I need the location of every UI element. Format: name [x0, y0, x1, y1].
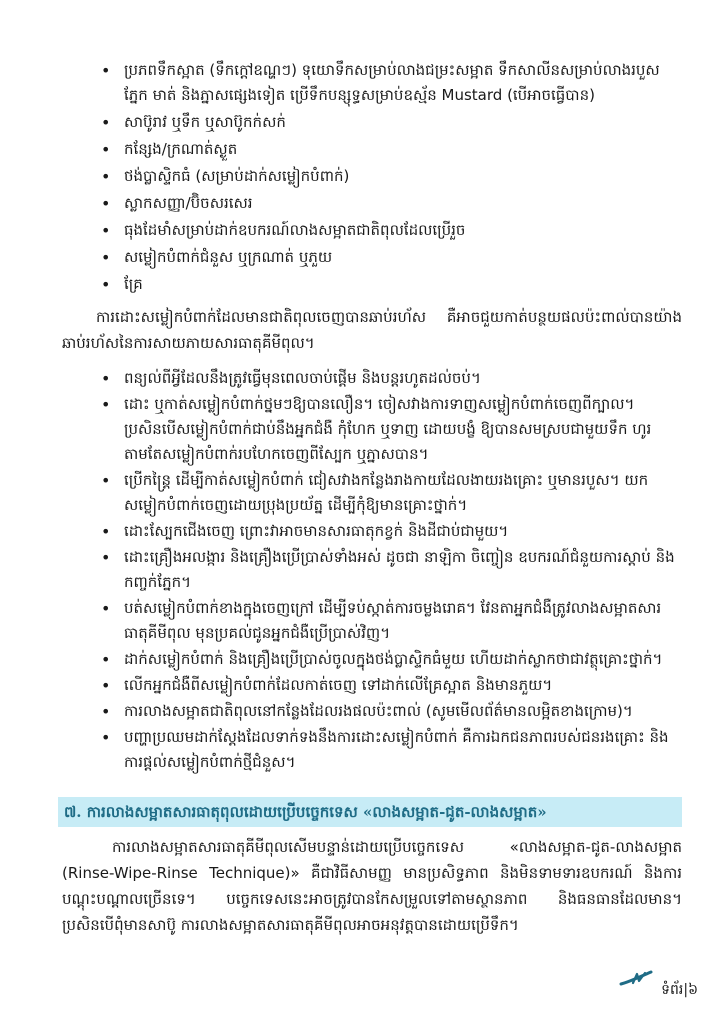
list-item: • កន្សែង/ក្រណាត់ស្ងួត	[92, 137, 682, 162]
technique-paragraph: ការលាងសម្អាតសារធាតុគីមីពុលសើមបន្ទាន់ដោយប្រើបច្ចេកទេស «លាងសម្អាត-ជូត-លាងសម្អាត (Rinse-Wipe-Rinse Technique)» គឺជាវិធីសាមញ្ញ មានប្រសិទ្ធភាព និងមិនទាមទារឧបករណ៍ និងការបណ្តុះបណ្តាលច្រើនទេ។ បច្ចេកទេសនេះអាចត្រូវបានកែសម្រួលទៅតាមស្ថានភាព និងធនធានដែលមាន។ ប្រសិនបើពុំមានសាប៊ូ ការលាងសម្អាតសារធាតុគីមីពុលអាចអនុវត្តបានដោយប្រើទឹក។	[62, 838, 682, 934]
list-item: • ការលាងសម្អាតជាតិពុលនៅកន្លែងដែលរងផលប៉ះពាល់ (សូមមើលព័ត៌មានលម្អិតខាងក្រោម)។	[92, 699, 682, 724]
supplies-list	[92, 58, 682, 299]
section-heading: ៧. ការលាងសម្អាតសារធាតុពុលដោយប្រើបច្ចេកទេស «លាងសម្អាត-ជូត-លាងសម្អាត»	[58, 797, 682, 827]
page-footer	[619, 968, 698, 998]
list-item: • លើកអ្នកជំងឺពីសម្លៀកបំពាក់ដែលកាត់ចេញ ទៅដាក់លើគ្រែស្អាត និងមានភួយ។	[92, 673, 682, 698]
list-item: • សាប៊ូរាវ ឬទឹក ឬសាប៊ូកក់សក់	[92, 110, 682, 135]
list-item: • ពន្យល់ពីអ្វីដែលនឹងត្រូវធ្វើមុនពេលចាប់ផ្តើម និងបន្តរហូតដល់ចប់។	[92, 366, 682, 391]
list-item: • បញ្ហាប្រឈមដាក់ស្តែងដែលទាក់ទងនឹងការដោះសម្លៀកបំពាក់ គឺការឯកជនភាពរបស់ជនរងគ្រោះ និងការផ្តល់សម្លៀកបំពាក់ថ្មីជំនួស។	[92, 725, 682, 775]
list-item: • ដាក់សម្លៀកបំពាក់ និងគ្រឿងប្រើប្រាស់ចូលក្នុងថង់ប្លាស្ទិកធំមួយ ហើយដាក់ស្លាកថាជាវត្ថុគ្រោះថ្នាក់។	[92, 647, 682, 672]
list-item: • ថង់ប្លាស្ទិកធំ (សម្រាប់ដាក់សម្លៀកបំពាក់)	[92, 164, 682, 189]
list-item: • ដោះគ្រឿងអលង្ការ និងគ្រឿងប្រើប្រាស់ទាំងអស់ ដូចជា នាឡិកា ចិញ្ចៀន ឧបករណ៍ជំនួយការស្តាប់ និងកញ្ចក់ភ្នែក។	[92, 545, 682, 595]
intro-paragraph: ការដោះសម្លៀកបំពាក់ដែលមានជាតិពុលចេញបានឆាប់រហ័ស គឺអាចជួយកាត់បន្ថយផលប៉ះពាល់បានយ៉ាងឆាប់រហ័សនៃការសាយភាយសារធាតុគីមីពុល។	[62, 308, 682, 352]
page-number: ទំព័រ|៦	[661, 982, 698, 998]
list-item: • គ្រែ	[92, 272, 682, 297]
list-item: • ដោះស្បែកជើងចេញ ព្រោះវាអាចមានសារធាតុកខ្វក់ និងដីជាប់ជាមួយ។	[92, 519, 682, 544]
swoosh-logo-icon	[619, 968, 653, 994]
procedure-list	[92, 366, 682, 776]
list-item: • បត់សម្លៀកបំពាក់ខាងក្នុងចេញក្រៅ ដើម្បីទប់ស្កាត់ការចម្លងរោគ។ វែនតាអ្នកជំងឺត្រូវលាងសម្អាតសារធាតុគីមីពុល មុនប្រគល់ជូនអ្នកជំងឺប្រើប្រាស់វិញ។	[92, 596, 682, 646]
list-item: • ប្រភពទឹកស្អាត (ទឹកក្តៅឧណ្ហៗ) ទុយោទឹកសម្រាប់លាងជម្រះសម្អាត ទឹកសាលីនសម្រាប់លាងរបួស ភ្នែក មាត់ និងភ្នាសផ្សេងទៀត ប្រើទឹកបន្សុទ្ធសម្រាប់ឧស្ម័ន Mustard (បើអាចធ្វើបាន)	[92, 58, 682, 108]
list-item: • ស្លាកសញ្ញា/ប៊ិចសរសេរ	[92, 191, 682, 216]
list-item: • ដោះ ឬកាត់សម្លៀកបំពាក់ថ្នមៗឱ្យបានលឿន។ ចៀសវាងការទាញសម្លៀកបំពាក់ចេញពីក្បាល។ ប្រសិនបើសម្លៀកបំពាក់ជាប់នឹងអ្នកជំងឺ កុំហែក ឬទាញ ដោយបង្ខំ ឱ្យបានសមស្របជាមួយទឹក ហូរតាមតែសម្លៀកបំពាក់របហែកចេញពីស្បែក ឬភ្នាសបាន។	[92, 392, 682, 467]
list-item: • ធុងដែមាំសម្រាប់ដាក់ឧបករណ៍លាងសម្អាតជាតិពុលដែលប្រើរួច	[92, 218, 682, 243]
list-item: • សម្លៀកបំពាក់ជំនួស ឬក្រណាត់ ឬភួយ	[92, 245, 682, 270]
list-item: • ប្រើកន្ត្រៃ ដើម្បីកាត់សម្លៀកបំពាក់ ជៀសវាងកន្លែងរាងកាយដែលងាយរងគ្រោះ ឬមានរបួស។ យកសម្លៀកបំពាក់ចេញដោយប្រុងប្រយ័ត្ន ដើម្បីកុំឱ្យមានគ្រោះថ្នាក់។	[92, 468, 682, 518]
